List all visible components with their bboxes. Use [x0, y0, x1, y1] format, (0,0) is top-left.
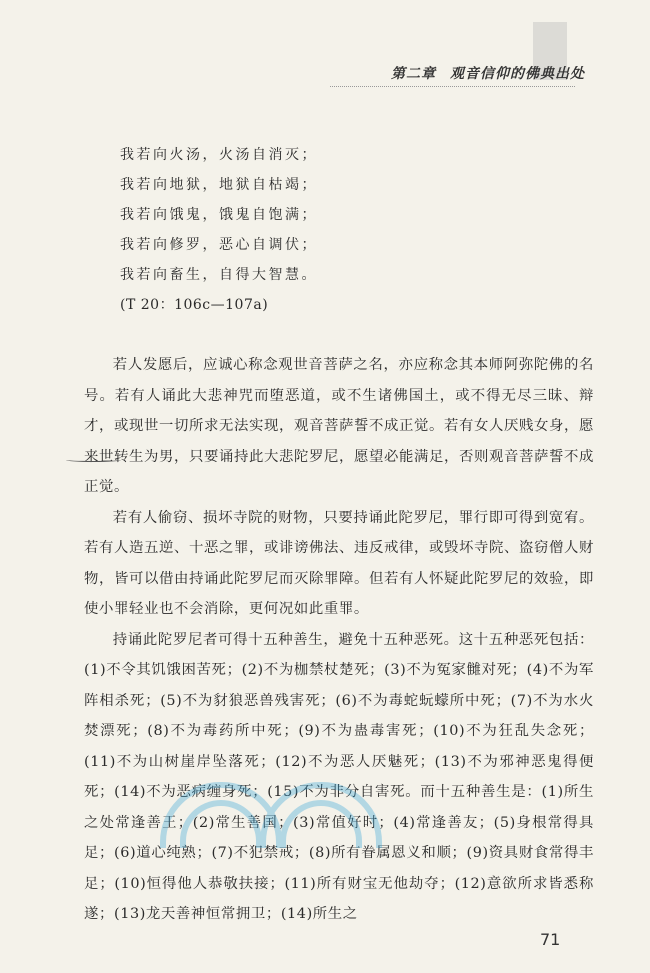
- verse-block: [120, 140, 318, 320]
- paragraph: 若有人偷窃、损坏寺院的财物，只要持诵此陀罗尼，罪行即可得到宽宥。若有人造五逆、十恶之罪，或诽谤佛法、违反戒律，或毁坏寺院、盗窃僧人财物，皆可以借由持诵此陀罗尼而灭除罪障。但若有人怀疑此陀罗尼的效验，即使小罪轻业也不会消除，更何况如此重罪。: [84, 509, 594, 617]
- verse-line: 我若向饿鬼，饿鬼自饱满；: [120, 207, 318, 223]
- handwritten-underline: [66, 458, 121, 462]
- paragraph: 若人发愿后，应诚心称念观世音菩萨之名，亦应称念其本师阿弥陀佛的名号。若有人诵此大悲神咒而堕恶道，或不生诸佛国土，或不得无尽三昧、辩才，或现世一切所求无法实现，观音菩萨誓不成正觉。若有女人厌贱女身，愿来世转生为男，只要诵持此大悲陀罗尼，愿望必能满足，否则观音菩萨誓不成正觉。: [84, 357, 594, 495]
- running-header: [330, 63, 585, 83]
- paragraph: 持诵此陀罗尼者可得十五种善生，避免十五种恶死。这十五种恶死包括：(1)不令其饥饿困苦死；(2)不为枷禁杖楚死；(3)不为冤家雠对死；(4)不为军阵相杀死；(5)不为豺狼恶兽残害死；(6)不为毒蛇蚖蠓所中死；(7)不为水火焚漂死；(8)不为毒药所中死；(9)不为蛊毒害死；(10)不为狂乱失念死；(11)不为山树崖岸坠落死；(12)不为恶人厌魅死；(13)不为邪神恶鬼得便死；(14)不为恶病缠身死；(15)不为非分自害死。而十五种善生是：(1)所生之处常逢善王；(2)常生善国；(3)常值好时；(4)常逢善友；(5)身根常得具足；(6)道心纯熟；(7)不犯禁戒；(8)所有眷属恩义和顺；(9)资具财食常得丰足；(10)恒得他人恭敬扶接；(11)所有财宝无他劫夺；(12)意欲所求皆悉称遂；(13)龙天善神恒常拥卫；(14)所生之: [84, 631, 594, 922]
- body-text: [84, 350, 594, 930]
- verse-line: 我若向地狱，地狱自枯竭；: [120, 177, 318, 193]
- verse-citation: (T 20：106c—107a): [120, 297, 269, 313]
- header-divider: [330, 86, 575, 87]
- verse-line: 我若向修罗，恶心自调伏；: [120, 237, 318, 253]
- page-number: 71: [540, 930, 561, 949]
- verse-line: 我若向畜生，自得大智慧。: [120, 267, 318, 283]
- verse-line: 我若向火汤，火汤自消灭；: [120, 147, 318, 163]
- chapter-title: 观音信仰的佛典出处: [450, 66, 585, 82]
- chapter-number: 第二章: [391, 66, 436, 82]
